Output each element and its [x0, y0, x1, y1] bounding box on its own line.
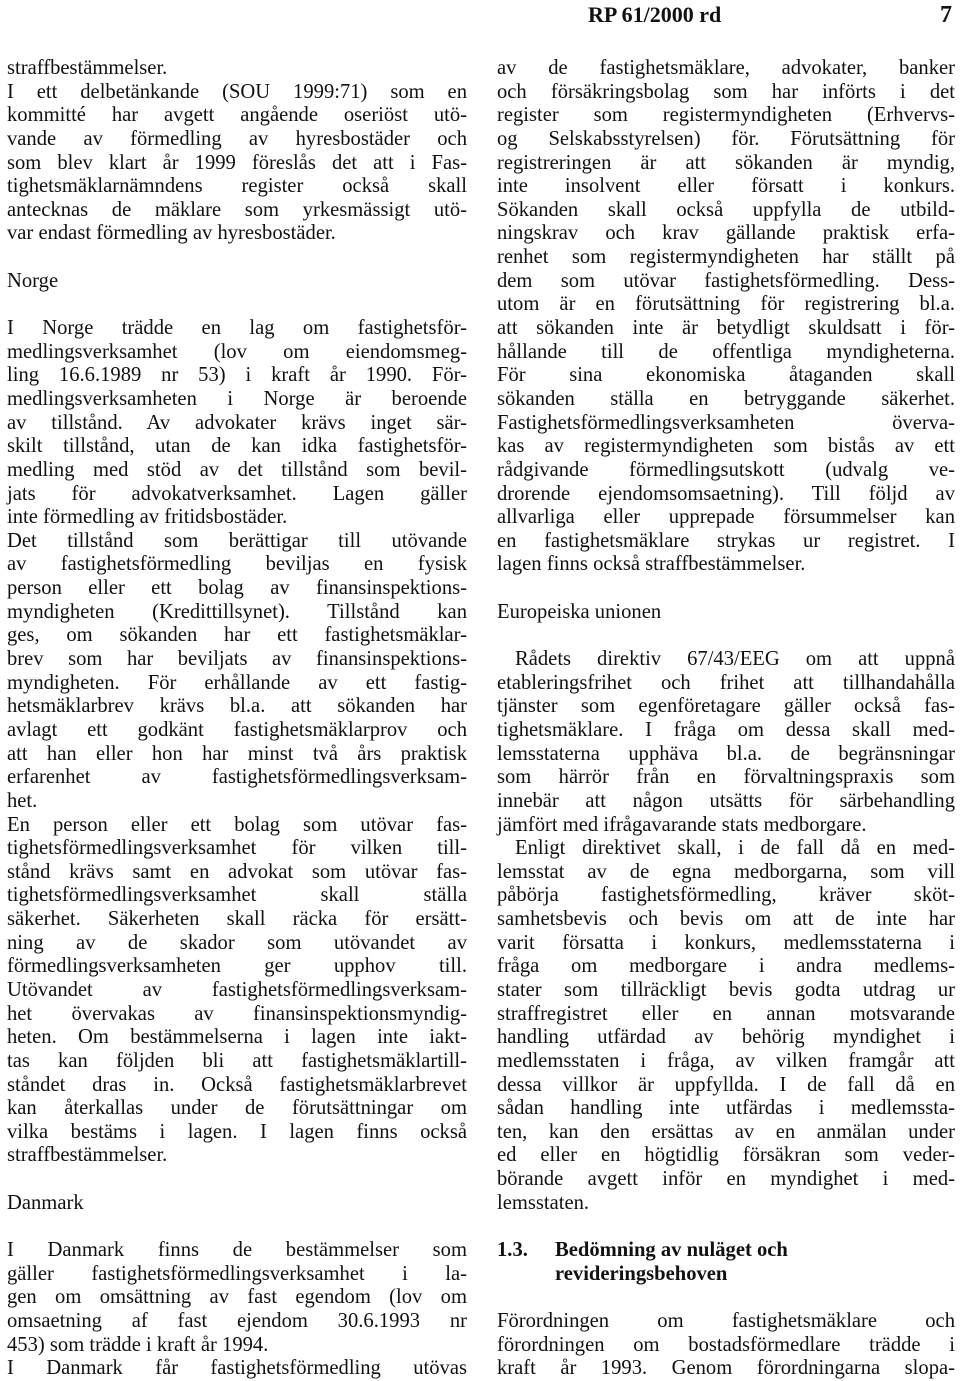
- text-line: registreringen är att sökanden är myndig,: [497, 151, 955, 174]
- blank-line: [7, 246, 467, 270]
- text-line: tjänster som egenföretagare gäller också fas-: [497, 695, 955, 718]
- text-line: dessa villkor är uppfyllda. I de fall då en: [497, 1073, 955, 1096]
- text-line: tighetsmäklare. I fråga om dessa skall med-: [497, 718, 955, 741]
- text-line: tighetsförmedlingsverksamhet skall ställa: [7, 884, 467, 907]
- text-line: drorende ejendomsomsaetning). Till följd av: [497, 482, 955, 505]
- section-heading: Norge: [7, 269, 59, 292]
- text-line: kraft år 1993. Genom förordningarna slopa-: [497, 1357, 955, 1380]
- text-line: handling utfärdad av behörig myndighet i: [497, 1026, 955, 1049]
- text-line: fråga om medborgare i andra medlems-: [497, 955, 955, 978]
- text-line: rådgivande förmedlingsutskott (udvalg ve-: [497, 458, 955, 481]
- text-line: kommitté har avgett angående oseriöst utö-: [7, 104, 467, 127]
- right-column: [497, 57, 955, 1381]
- text-line: jats för advokatverksamhet. Lagen gäller: [7, 482, 467, 505]
- text-line: avlagt ett godkänt fastighetsmäklarprov och: [7, 718, 467, 741]
- blank-line: [497, 577, 955, 601]
- page-number: 7: [940, 2, 952, 28]
- text-line: ningskrav och krav gällande praktisk erfa-: [497, 222, 955, 245]
- text-line: I Danmark finns de bestämmelser som: [7, 1239, 467, 1262]
- blank-line: [497, 624, 955, 648]
- text-line: För sina ekonomiska åtaganden skall: [497, 364, 955, 387]
- text-line: omsaetning af fast ejendom 30.6.1993 nr: [7, 1309, 467, 1332]
- text-line: att han eller hon har minst två års praktisk: [7, 742, 467, 765]
- text-line: Fastighetsförmedlingsverksamheten överva-: [497, 411, 955, 434]
- section-title: Bedömning av nuläget och: [555, 1239, 788, 1262]
- blank-line: [7, 293, 467, 317]
- text-line: Enligt direktivet skall, i de fall då en med-: [515, 837, 955, 860]
- text-line: som blev klart år 1999 föreslås det att i Fas-: [7, 151, 467, 174]
- text-line: medlingsverksamheten i Norge är beroende: [7, 387, 467, 410]
- text-line: och försäkringsbolag som har införts i det: [497, 80, 955, 103]
- blank-line: [497, 1215, 955, 1239]
- text-line: tighetsförmedlingsverksamhet för vilken till-: [7, 837, 467, 860]
- text-line: lemsstaterna upphäva bl.a. de begränsningar: [497, 742, 955, 765]
- text-line: straffbestämmelser.: [7, 57, 168, 79]
- text-line: vande av förmedling av hyresbostäder och: [7, 127, 467, 150]
- text-line: Rådets direktiv 67/43/EEG om att uppnå: [515, 648, 955, 671]
- text-line: var endast förmedling av hyresbostäder.: [7, 222, 336, 245]
- text-line: stånd krävs samt en advokat som utövar fas-: [7, 860, 467, 883]
- text-line: gen om omsättning av fast egendom (lov om: [7, 1286, 467, 1309]
- text-line: brev som har beviljats av finansinspektions-: [7, 648, 467, 671]
- text-line: inte förmedling av fritidsbostäder.: [7, 506, 288, 529]
- text-line: ten, kan den ersättas av en anmälan under: [497, 1120, 955, 1143]
- text-line: etableringsfrihet och frihet att tillhandahålla: [497, 671, 955, 694]
- text-line: lemsstaten.: [497, 1191, 590, 1214]
- text-line: medlemsstaten i fråga, av vilken framgår att: [497, 1049, 955, 1072]
- text-line: 453) som trädde i kraft år 1994.: [7, 1333, 269, 1356]
- text-line: og Selskabsstyrelsen) för. Förutsättning för: [497, 127, 955, 150]
- text-line: tighetsmäklarnämndens register också skall: [7, 175, 467, 198]
- text-line: sådan handling inte utfärdas i medlemssta-: [497, 1097, 955, 1120]
- text-line: kan återkallas under de förutsättningar om: [7, 1097, 467, 1120]
- text-line: straffbestämmelser.: [7, 1144, 168, 1167]
- text-line: straffregistret eller en annan motsvarande: [497, 1002, 955, 1025]
- text-line: lemsstat av de egna medborgarna, som vill: [497, 860, 955, 883]
- text-line: av tillstånd. Av advokater krävs inget sär-: [7, 411, 467, 434]
- text-line: antecknas de mäklare som yrkesmässigt utö-: [7, 198, 467, 221]
- text-line: ges, om sökanden har ett fastighetsmäklar-: [7, 624, 467, 647]
- text-line: hållande till de offentliga myndigheterna.: [497, 340, 955, 363]
- text-line: hetsmäklarbrev krävs bl.a. att sökanden har: [7, 695, 467, 718]
- text-line: jämfört med ifrågavarande stats medborgare.: [497, 813, 867, 836]
- text-line: ling 16.6.1989 nr 53) i kraft år 1990. För-: [7, 364, 467, 387]
- text-line: inte insolvent eller försatt i konkurs.: [497, 175, 955, 198]
- text-line: I ett delbetänkande (SOU 1999:71) som en: [7, 80, 467, 103]
- text-line: förordningen om bostadsförmedlare trädde i: [497, 1333, 955, 1356]
- blank-line: [7, 1168, 467, 1192]
- text-line: av de fastighetsmäklare, advokater, banker: [497, 57, 955, 79]
- text-line: sökanden ställa en betryggande säkerhet.: [497, 387, 955, 410]
- section-heading: Danmark: [7, 1191, 84, 1214]
- page-header: [0, 0, 960, 40]
- text-line: myndigheten. För erhållande av ett fastig-: [7, 671, 467, 694]
- section-heading-line: [497, 1239, 955, 1263]
- text-line: ning av de skador som utövandet av: [7, 931, 467, 954]
- text-line: lagen finns också straffbestämmelser.: [497, 553, 806, 576]
- text-line: gäller fastighetsförmedlingsverksamhet i la-: [7, 1262, 467, 1285]
- text-line: Det tillstånd som berättigar till utövande: [7, 529, 467, 552]
- text-line: Sökanden skall också uppfylla de utbild-: [497, 198, 955, 221]
- section-title: revideringsbehoven: [555, 1262, 728, 1285]
- text-line: skilt tillstånd, utan de kan idka fastighetsför-: [7, 435, 467, 458]
- text-line: ed eller en högtidlig försäkran som veder-: [497, 1144, 955, 1167]
- blank-line: [497, 1286, 955, 1310]
- text-line: utom är en förutsättning för registrering bl.a.: [497, 293, 955, 316]
- text-line: ståndet dras in. Också fastighetsmäklarbrevet: [7, 1073, 467, 1096]
- text-line: förmedlingsverksamheten ger upphov till.: [7, 955, 467, 978]
- text-line: kas av registermyndigheten som bistås av ett: [497, 435, 955, 458]
- section-heading: Europeiska unionen: [497, 600, 662, 623]
- text-line: myndigheten (Kredittillsynet). Tillstånd kan: [7, 600, 467, 623]
- text-line: En person eller ett bolag som utövar fas-: [7, 813, 467, 836]
- text-line: samhetsbevis och bevis om att de inte har: [497, 908, 955, 931]
- text-line: börande avgett inför en myndighet i med-: [497, 1168, 955, 1191]
- text-line: stater som tillräckligt bevis godta utdrag ur: [497, 978, 955, 1001]
- text-line: person eller ett bolag av finansinspektions-: [7, 577, 467, 600]
- text-line: erfarenhet av fastighetsförmedlingsverksam-: [7, 766, 467, 789]
- text-line: medling med stöd av det tillstånd som bevil-: [7, 458, 467, 481]
- text-line: I Norge trädde en lag om fastighetsför-: [7, 317, 467, 340]
- blank-line: [7, 1215, 467, 1239]
- text-line: het övervakas av finansinspektionsmyndig-: [7, 1002, 467, 1025]
- text-line: varit försatta i konkurs, medlemsstaterna i: [497, 931, 955, 954]
- text-line: Förordningen om fastighetsmäklare och: [497, 1309, 955, 1332]
- text-line: vilka bestäms i lagen. I lagen finns också: [7, 1120, 467, 1143]
- text-line: en fastighetsmäklare strykas ur registret. I: [497, 529, 955, 552]
- text-line: av fastighetsförmedling beviljas en fysisk: [7, 553, 467, 576]
- text-line: renhet som registermyndigheten har ställt på: [497, 246, 955, 269]
- document-reference: RP 61/2000 rd: [588, 2, 722, 27]
- text-line: heten. Om bestämmelserna i lagen inte iakt-: [7, 1026, 467, 1049]
- text-line: het.: [7, 789, 38, 812]
- text-line: allvarliga eller upprepade försummelser kan: [497, 506, 955, 529]
- text-line: att sökanden inte är betydligt skuldsatt i för-: [497, 317, 955, 340]
- section-number: 1.3.: [497, 1239, 528, 1262]
- text-line: säkerhet. Säkerheten skall räcka för ersätt-: [7, 908, 467, 931]
- text-line: påbörja fastighetsförmedling, kräver sköt-: [497, 884, 955, 907]
- section-heading-line: [497, 1263, 955, 1287]
- text-line: Utövandet av fastighetsförmedlingsverksam-: [7, 978, 467, 1001]
- text-line: innebär att någon utsätts för särbehandling: [497, 789, 955, 812]
- left-column: [7, 57, 467, 1381]
- text-line: som härrör från en förvaltningspraxis som: [497, 766, 955, 789]
- text-line: dem som utövar fastighetsförmedling. Dess-: [497, 269, 955, 292]
- text-line: I Danmark får fastighetsförmedling utövas: [7, 1357, 467, 1380]
- text-line: register som registermyndigheten (Erhvervs-: [497, 104, 955, 127]
- text-line: tas kan följden bli att fastighetsmäklartill-: [7, 1049, 467, 1072]
- text-line: medlingsverksamhet (lov om eiendomsmeg-: [7, 340, 467, 363]
